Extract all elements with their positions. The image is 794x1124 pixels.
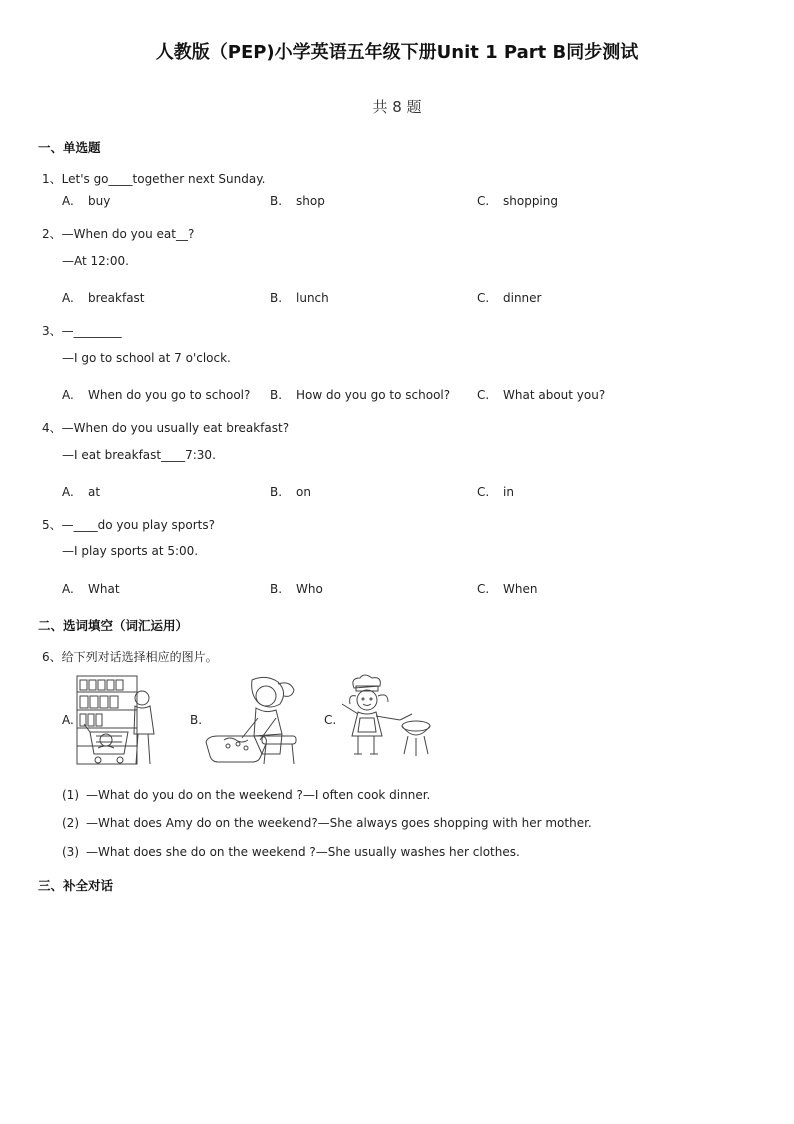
q3-option-a-text: When do you go to school? bbox=[88, 388, 251, 402]
q3-option-a[interactable] bbox=[62, 388, 250, 402]
q5-option-c[interactable] bbox=[477, 582, 537, 596]
shopping-illustration bbox=[76, 674, 162, 768]
q1-option-a[interactable] bbox=[62, 194, 110, 208]
picture-b-label: B. bbox=[190, 713, 203, 727]
subitem-number: (2) bbox=[62, 816, 79, 830]
section-heading-word-choice: 二、选词填空（词汇运用） bbox=[38, 618, 189, 633]
cooking-picture[interactable] bbox=[336, 674, 436, 768]
q2-stem: 2、—When do you eat__? bbox=[42, 227, 195, 241]
q3-answer-line: —I go to school at 7 o'clock. bbox=[62, 351, 231, 365]
option-letter: A. bbox=[62, 388, 74, 402]
q1-option-a-text: buy bbox=[88, 194, 111, 208]
q2-answer-line: —At 12:00. bbox=[62, 254, 129, 268]
q4-stem: 4、—When do you usually eat breakfast? bbox=[42, 421, 290, 435]
shopping-picture[interactable] bbox=[76, 674, 162, 768]
option-letter: B. bbox=[270, 194, 283, 208]
q5-option-a[interactable] bbox=[62, 582, 120, 596]
q5-answer-line: —I play sports at 5:00. bbox=[62, 544, 199, 558]
q5-option-c-text: When bbox=[503, 582, 538, 596]
q1-option-c-text: shopping bbox=[503, 194, 558, 208]
picture-c-label: C. bbox=[324, 713, 337, 727]
subitem-number: (3) bbox=[62, 845, 79, 859]
subitem-text: —What does Amy do on the weekend?—She always goes shopping with her mother. bbox=[86, 816, 592, 830]
q5-option-b[interactable] bbox=[270, 582, 323, 596]
subitem-text: —What does she do on the weekend ?—She usually washes her clothes. bbox=[86, 845, 520, 859]
q2-option-a[interactable] bbox=[62, 291, 145, 305]
section-heading-single-choice: 一、单选题 bbox=[38, 140, 101, 155]
picture-a-label: A. bbox=[62, 713, 74, 727]
q5-option-b-text: Who bbox=[296, 582, 323, 596]
option-letter: B. bbox=[270, 485, 283, 499]
q6-subitem-2 bbox=[62, 816, 592, 830]
page-title: 人教版（PEP)小学英语五年级下册Unit 1 Part B同步测试 bbox=[155, 42, 639, 63]
q4-option-a-text: at bbox=[88, 485, 101, 499]
q3-option-c-text: What about you? bbox=[503, 388, 606, 402]
washing-clothes-picture[interactable] bbox=[204, 674, 304, 768]
q1-option-b[interactable] bbox=[270, 194, 325, 208]
q4-option-a[interactable] bbox=[62, 485, 100, 499]
q2-option-b[interactable] bbox=[270, 291, 329, 305]
q2-option-c[interactable] bbox=[477, 291, 541, 305]
subitem-text: —What do you do on the weekend ?—I often cook dinner. bbox=[86, 788, 431, 802]
option-letter: B. bbox=[270, 388, 283, 402]
cooking-illustration bbox=[336, 674, 436, 768]
subitem-number: (1) bbox=[62, 788, 79, 802]
option-letter: C. bbox=[477, 291, 490, 305]
q1-option-b-text: shop bbox=[296, 194, 325, 208]
option-letter: C. bbox=[477, 485, 490, 499]
question-count: 共 8 题 bbox=[372, 98, 422, 116]
q6-subitem-3 bbox=[62, 845, 520, 859]
q2-option-c-text: dinner bbox=[503, 291, 542, 305]
option-letter: A. bbox=[62, 291, 74, 305]
q5-option-a-text: What bbox=[88, 582, 120, 596]
q6-subitem-1 bbox=[62, 788, 430, 802]
q1-option-c[interactable] bbox=[477, 194, 558, 208]
washing-illustration bbox=[204, 674, 304, 768]
q2-option-a-text: breakfast bbox=[88, 291, 145, 305]
option-letter: A. bbox=[62, 582, 74, 596]
q3-option-b-text: How do you go to school? bbox=[296, 388, 451, 402]
option-letter: B. bbox=[270, 582, 283, 596]
q5-stem: 5、—____do you play sports? bbox=[42, 518, 215, 532]
q3-option-b[interactable] bbox=[270, 388, 450, 402]
option-letter: C. bbox=[477, 582, 490, 596]
q6-stem: 6、给下列对话选择相应的图片。 bbox=[42, 650, 218, 664]
option-letter: A. bbox=[62, 485, 74, 499]
q4-option-b[interactable] bbox=[270, 485, 311, 499]
q4-answer-line: —I eat breakfast____7:30. bbox=[62, 448, 216, 462]
option-letter: A. bbox=[62, 194, 74, 208]
q4-option-b-text: on bbox=[296, 485, 311, 499]
q3-option-c[interactable] bbox=[477, 388, 605, 402]
section-heading-complete-dialogue: 三、补全对话 bbox=[38, 878, 114, 893]
q4-option-c[interactable] bbox=[477, 485, 514, 499]
q3-stem: 3、—________ bbox=[42, 324, 122, 338]
option-letter: B. bbox=[270, 291, 283, 305]
q2-option-b-text: lunch bbox=[296, 291, 329, 305]
q1-stem: 1、Let's go____together next Sunday. bbox=[42, 172, 266, 186]
option-letter: C. bbox=[477, 194, 490, 208]
q4-option-c-text: in bbox=[503, 485, 514, 499]
option-letter: C. bbox=[477, 388, 490, 402]
